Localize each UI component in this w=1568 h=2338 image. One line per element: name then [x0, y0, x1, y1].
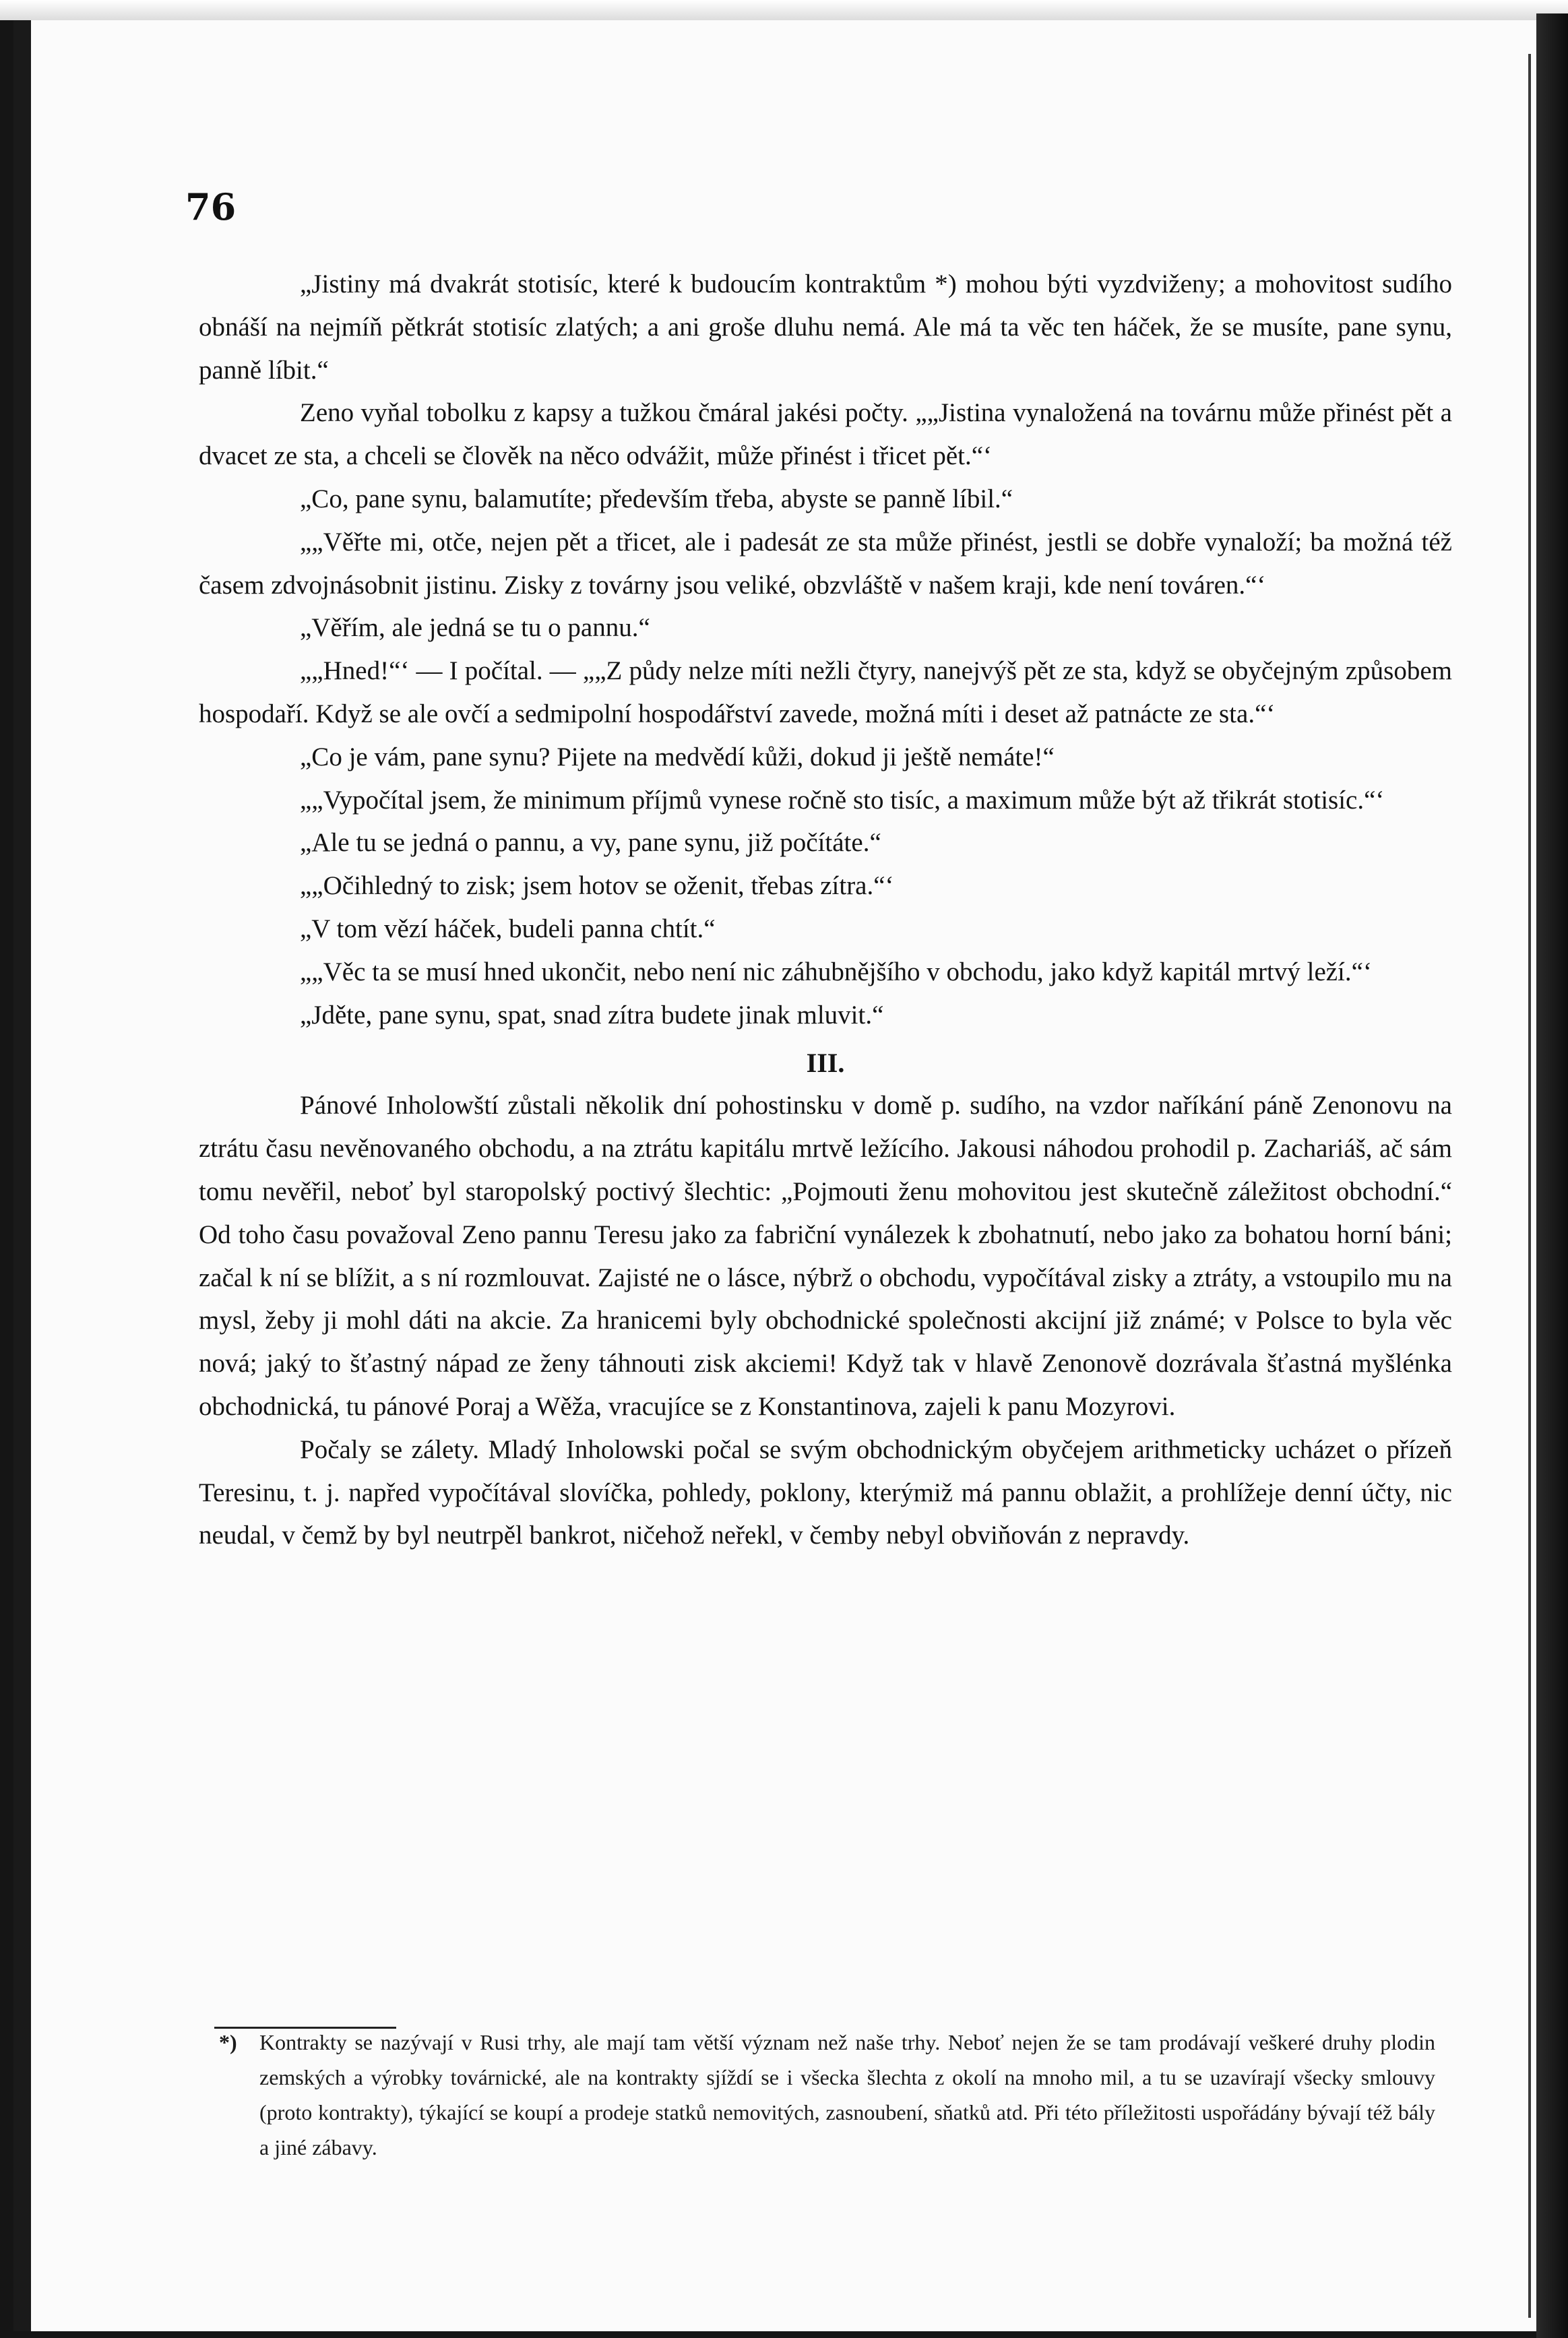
footnote-text: Kontrakty se nazývají v Rusi trhy, ale mají tam větší význam než naše trhy. Neboť nejen že se tam prodávají veškeré druhy plodin zemských a výrobky továrnické, ale na kontrakty sjíždí se i všecka šlechta z okolí na mnoho mil, a tu se uzavírají všecky smlouvy (proto kontrakty), týkající se koupí a prodeje statků nemovitých, zasnoubení, sňatků atd. Při této příležitosti uspořádány bývají též bály a jiné zábavy.	[259, 2030, 1435, 2159]
paragraph: „Jděte, pane synu, spat, snad zítra budete jinak mluvit.“	[300, 1000, 884, 1030]
section-heading: III.	[806, 1048, 845, 1079]
paragraph: „Ale tu se jedná o pannu, a vy, pane synu, již počítáte.“	[300, 828, 881, 858]
paragraph: „Jistiny má dvakrát stotisíc, které k budoucím kontraktům *) mohou býti vyzdviženy; a mohovitost sudího obnáší na nejmíň pětkrát stotisíc zlatých; a ani groše dluhu nemá. Ale má ta věc ten háček, že se musíte, pane synu, panně líbit.“	[199, 270, 1452, 385]
paragraph: „„Věřte mi, otče, nejen pět a třicet, ale i padesát ze sta může přinést, jestli se dobře vynaloží; ba možná též časem zdvojnásobnit jistinu. Zisky z továrny jsou veliké, obzvláště v našem kraji, kde není továren.“‘	[199, 527, 1452, 600]
page-gutter-line	[1528, 54, 1531, 2318]
page-number: 76	[185, 185, 237, 228]
paragraph: Zeno vyňal tobolku z kapsy a tužkou čmáral jakési počty. „„Jistina vynaložená na továrnu může přinést pět a dvacet ze sta, a chceli se člověk na něco odvážit, může přinést i třicet pět.“‘	[199, 398, 1452, 471]
paragraph: „V tom vězí háček, budeli panna chtít.“	[300, 914, 716, 943]
paragraph: Pánové Inholowští zůstali několik dní pohostinsku v domě p. sudího, na vzdor naříkání páně Zenonovu na ztrátu času nevěnovaného obchodu, a na ztrátu kapitálu mrtvě ležícího. Jakousi náhodou prohodil p. Zachariáš, ač sám tomu nevěřil, neboť byl staropolský poctivý šlechtic: „Pojmouti ženu mohovitou jest skutečně záležitost obchodní.“ Od toho času považoval Zeno pannu Teresu jako za fabriční vynálezek k zbohatnutí, nebo jako za bohatou horní báni; začal k ní se blížit, a s ní rozmlouvat. Zajisté ne o lásce, nýbrž o obchodu, vypočítával zisky a ztráty, a vstoupilo mu na mysl, žeby ji mohl dáti na akcie. Za hranicemi byly obchodnické společnosti akcijní již známé; v Polsce to byla věc nová; jaký to šťastný nápad ze ženy táhnouti zisk akciemi! Když tak v hlavě Zenonově dozrávala šťastná myšlénka obchodnická, tu pánové Poraj a Wěža, vracujíce se z Konstantinova, zajeli k panu Mozyrovi.	[199, 1091, 1452, 1421]
paragraph: Počaly se zálety. Mladý Inholowski počal se svým obchodnickým obyčejem arithmeticky ucházet o přízeň Teresinu, t. j. napřed vypočítával slovíčka, pohledy, poklony, kterýmiž má pannu oblažit, a prohlížeje denní účty, nic neudal, v čemž by byl neutrpěl bankrot, ničehož neřekl, v čemby nebyl obviňován z nepravdy.	[199, 1434, 1452, 1550]
paragraph: „„Vypočítal jsem, že minimum příjmů vynese ročně sto tisíc, a maximum může být až třikrát stotisíc.“‘	[300, 785, 1385, 815]
scan-top-edge	[0, 0, 1568, 20]
paragraph: „Věřím, ale jedná se tu o pannu.“	[300, 613, 650, 643]
main-text	[199, 263, 1452, 1557]
paragraph: „„Hned!“‘ — I počítal. — „„Z půdy nelze míti nežli čtyry, nanejvýš pět ze sta, když se obyčejným způsobem hospodaří. Když se ale ovčí a sedmipolní hospodářství zavede, možná míti i deset až patnácte ze sta.“‘	[199, 656, 1452, 728]
paragraph: „Co je vám, pane synu? Pijete na medvědí kůži, dokud ji ještě nemáte!“	[300, 742, 1055, 771]
paragraph: „Co, pane synu, balamutíte; především třeba, abyste se panně líbil.“	[300, 484, 1013, 513]
scan-right-edge	[1536, 13, 1568, 2338]
paragraph: „„Očihledný to zisk; jsem hotov se oženit, třebas zítra.“‘	[300, 871, 894, 901]
paragraph: „„Věc ta se musí hned ukončit, nebo není nic záhubnějšího v obchodu, jako když kapitál mrtvý leží.“‘	[300, 957, 1372, 986]
footnote-marker: *)	[219, 2030, 237, 2054]
footnote	[219, 2025, 1435, 2165]
